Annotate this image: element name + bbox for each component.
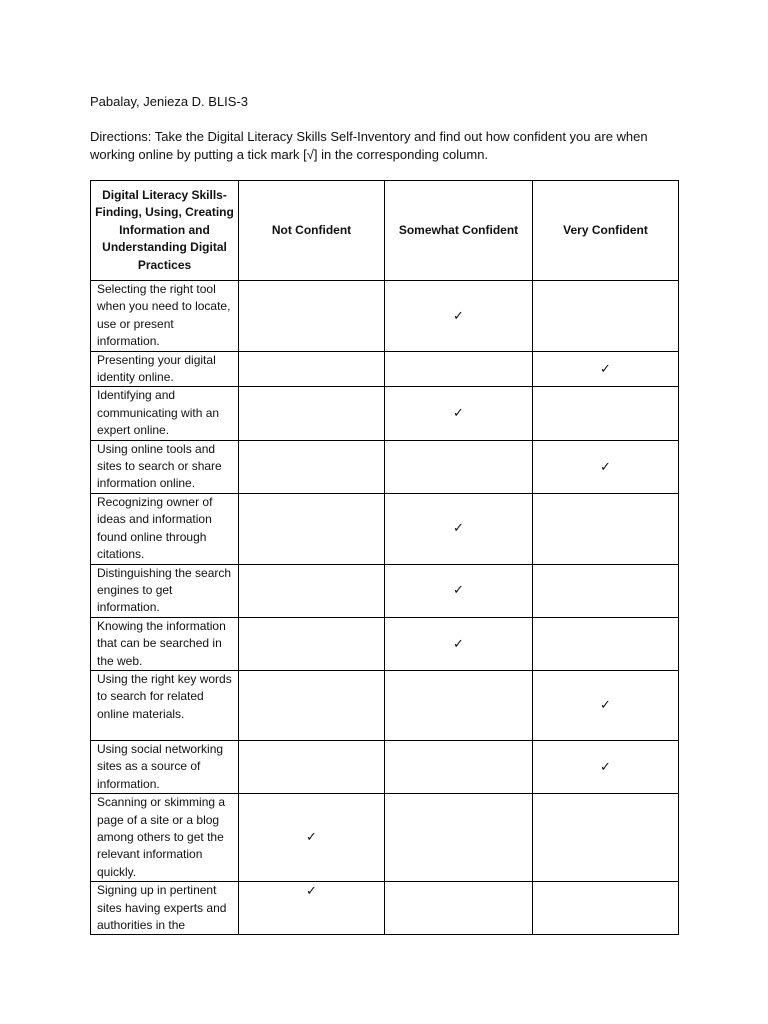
- very-confident-cell[interactable]: [533, 882, 679, 935]
- skill-cell: Identifying and communicating with an expert online.: [91, 387, 239, 440]
- not-confident-cell[interactable]: [239, 493, 385, 564]
- somewhat-confident-cell[interactable]: [385, 387, 533, 440]
- column-header-very-confident: Very Confident: [533, 181, 679, 281]
- not-confident-cell[interactable]: [239, 281, 385, 352]
- not-confident-cell[interactable]: [239, 740, 385, 793]
- very-confident-cell[interactable]: [533, 493, 679, 564]
- very-confident-cell[interactable]: [533, 387, 679, 440]
- skill-cell: Using the right key words to search for related online materials.: [91, 670, 239, 740]
- column-header-skills: Digital Literacy Skills- Finding, Using, Creating Information and Understanding Digital Practices: [91, 181, 239, 281]
- skill-cell: Signing up in pertinent sites having experts and authorities in the: [91, 882, 239, 935]
- somewhat-confident-cell[interactable]: [385, 281, 533, 352]
- skill-cell: Scanning or skimming a page of a site or a blog among others to get the relevant information quickly.: [91, 794, 239, 882]
- self-inventory-table: [90, 180, 679, 935]
- somewhat-confident-cell[interactable]: [385, 351, 533, 387]
- very-confident-cell[interactable]: [533, 794, 679, 882]
- column-header-not-confident: Not Confident: [239, 181, 385, 281]
- table-row: [91, 882, 679, 935]
- skill-cell: Presenting your digital identity online.: [91, 351, 239, 387]
- check-mark-icon: ✓: [600, 459, 611, 475]
- somewhat-confident-cell[interactable]: [385, 740, 533, 793]
- check-mark-icon: ✓: [600, 698, 611, 714]
- very-confident-cell[interactable]: [533, 564, 679, 617]
- very-confident-cell[interactable]: [533, 351, 679, 387]
- table-row: [91, 617, 679, 670]
- table-row: [91, 387, 679, 440]
- not-confident-cell[interactable]: [239, 351, 385, 387]
- check-mark-icon: ✓: [453, 406, 464, 422]
- somewhat-confident-cell[interactable]: [385, 670, 533, 740]
- somewhat-confident-cell[interactable]: [385, 617, 533, 670]
- check-mark-icon: ✓: [453, 583, 464, 599]
- table-row: [91, 670, 679, 740]
- table-row: [91, 564, 679, 617]
- not-confident-cell[interactable]: [239, 387, 385, 440]
- not-confident-cell[interactable]: [239, 794, 385, 882]
- very-confident-cell[interactable]: [533, 440, 679, 493]
- skill-cell: Using social networking sites as a source of information.: [91, 740, 239, 793]
- not-confident-cell[interactable]: [239, 882, 385, 935]
- table-header-row: [91, 181, 679, 281]
- table-row: [91, 281, 679, 352]
- skill-cell: Knowing the information that can be searched in the web.: [91, 617, 239, 670]
- very-confident-cell[interactable]: [533, 617, 679, 670]
- skill-cell: Selecting the right tool when you need to locate, use or present information.: [91, 281, 239, 352]
- directions-text: Directions: Take the Digital Literacy Skills Self-Inventory and find out how confident you are when working online by putting a tick mark [√] in the corresponding column.: [90, 129, 648, 162]
- table-row: [91, 493, 679, 564]
- table-row: [91, 740, 679, 793]
- check-mark-icon: ✓: [453, 308, 464, 324]
- check-mark-icon: ✓: [453, 521, 464, 537]
- very-confident-cell[interactable]: [533, 281, 679, 352]
- table-row: [91, 794, 679, 882]
- check-mark-icon: ✓: [306, 884, 317, 900]
- not-confident-cell[interactable]: [239, 440, 385, 493]
- check-mark-icon: ✓: [453, 636, 464, 652]
- not-confident-cell[interactable]: [239, 564, 385, 617]
- table-row: [91, 351, 679, 387]
- very-confident-cell[interactable]: [533, 670, 679, 740]
- student-name-line: Pabalay, Jenieza D. BLIS-3: [90, 94, 249, 109]
- skill-cell: Using online tools and sites to search or share information online.: [91, 440, 239, 493]
- not-confident-cell[interactable]: [239, 670, 385, 740]
- somewhat-confident-cell[interactable]: [385, 493, 533, 564]
- column-header-somewhat-confident: Somewhat Confident: [385, 181, 533, 281]
- somewhat-confident-cell[interactable]: [385, 794, 533, 882]
- check-mark-icon: ✓: [306, 830, 317, 846]
- somewhat-confident-cell[interactable]: [385, 440, 533, 493]
- skill-cell: Distinguishing the search engines to get information.: [91, 564, 239, 617]
- somewhat-confident-cell[interactable]: [385, 564, 533, 617]
- not-confident-cell[interactable]: [239, 617, 385, 670]
- table-row: [91, 440, 679, 493]
- very-confident-cell[interactable]: [533, 740, 679, 793]
- check-mark-icon: ✓: [600, 759, 611, 775]
- skill-cell: Recognizing owner of ideas and information found online through citations.: [91, 493, 239, 564]
- check-mark-icon: ✓: [600, 361, 611, 377]
- somewhat-confident-cell[interactable]: [385, 882, 533, 935]
